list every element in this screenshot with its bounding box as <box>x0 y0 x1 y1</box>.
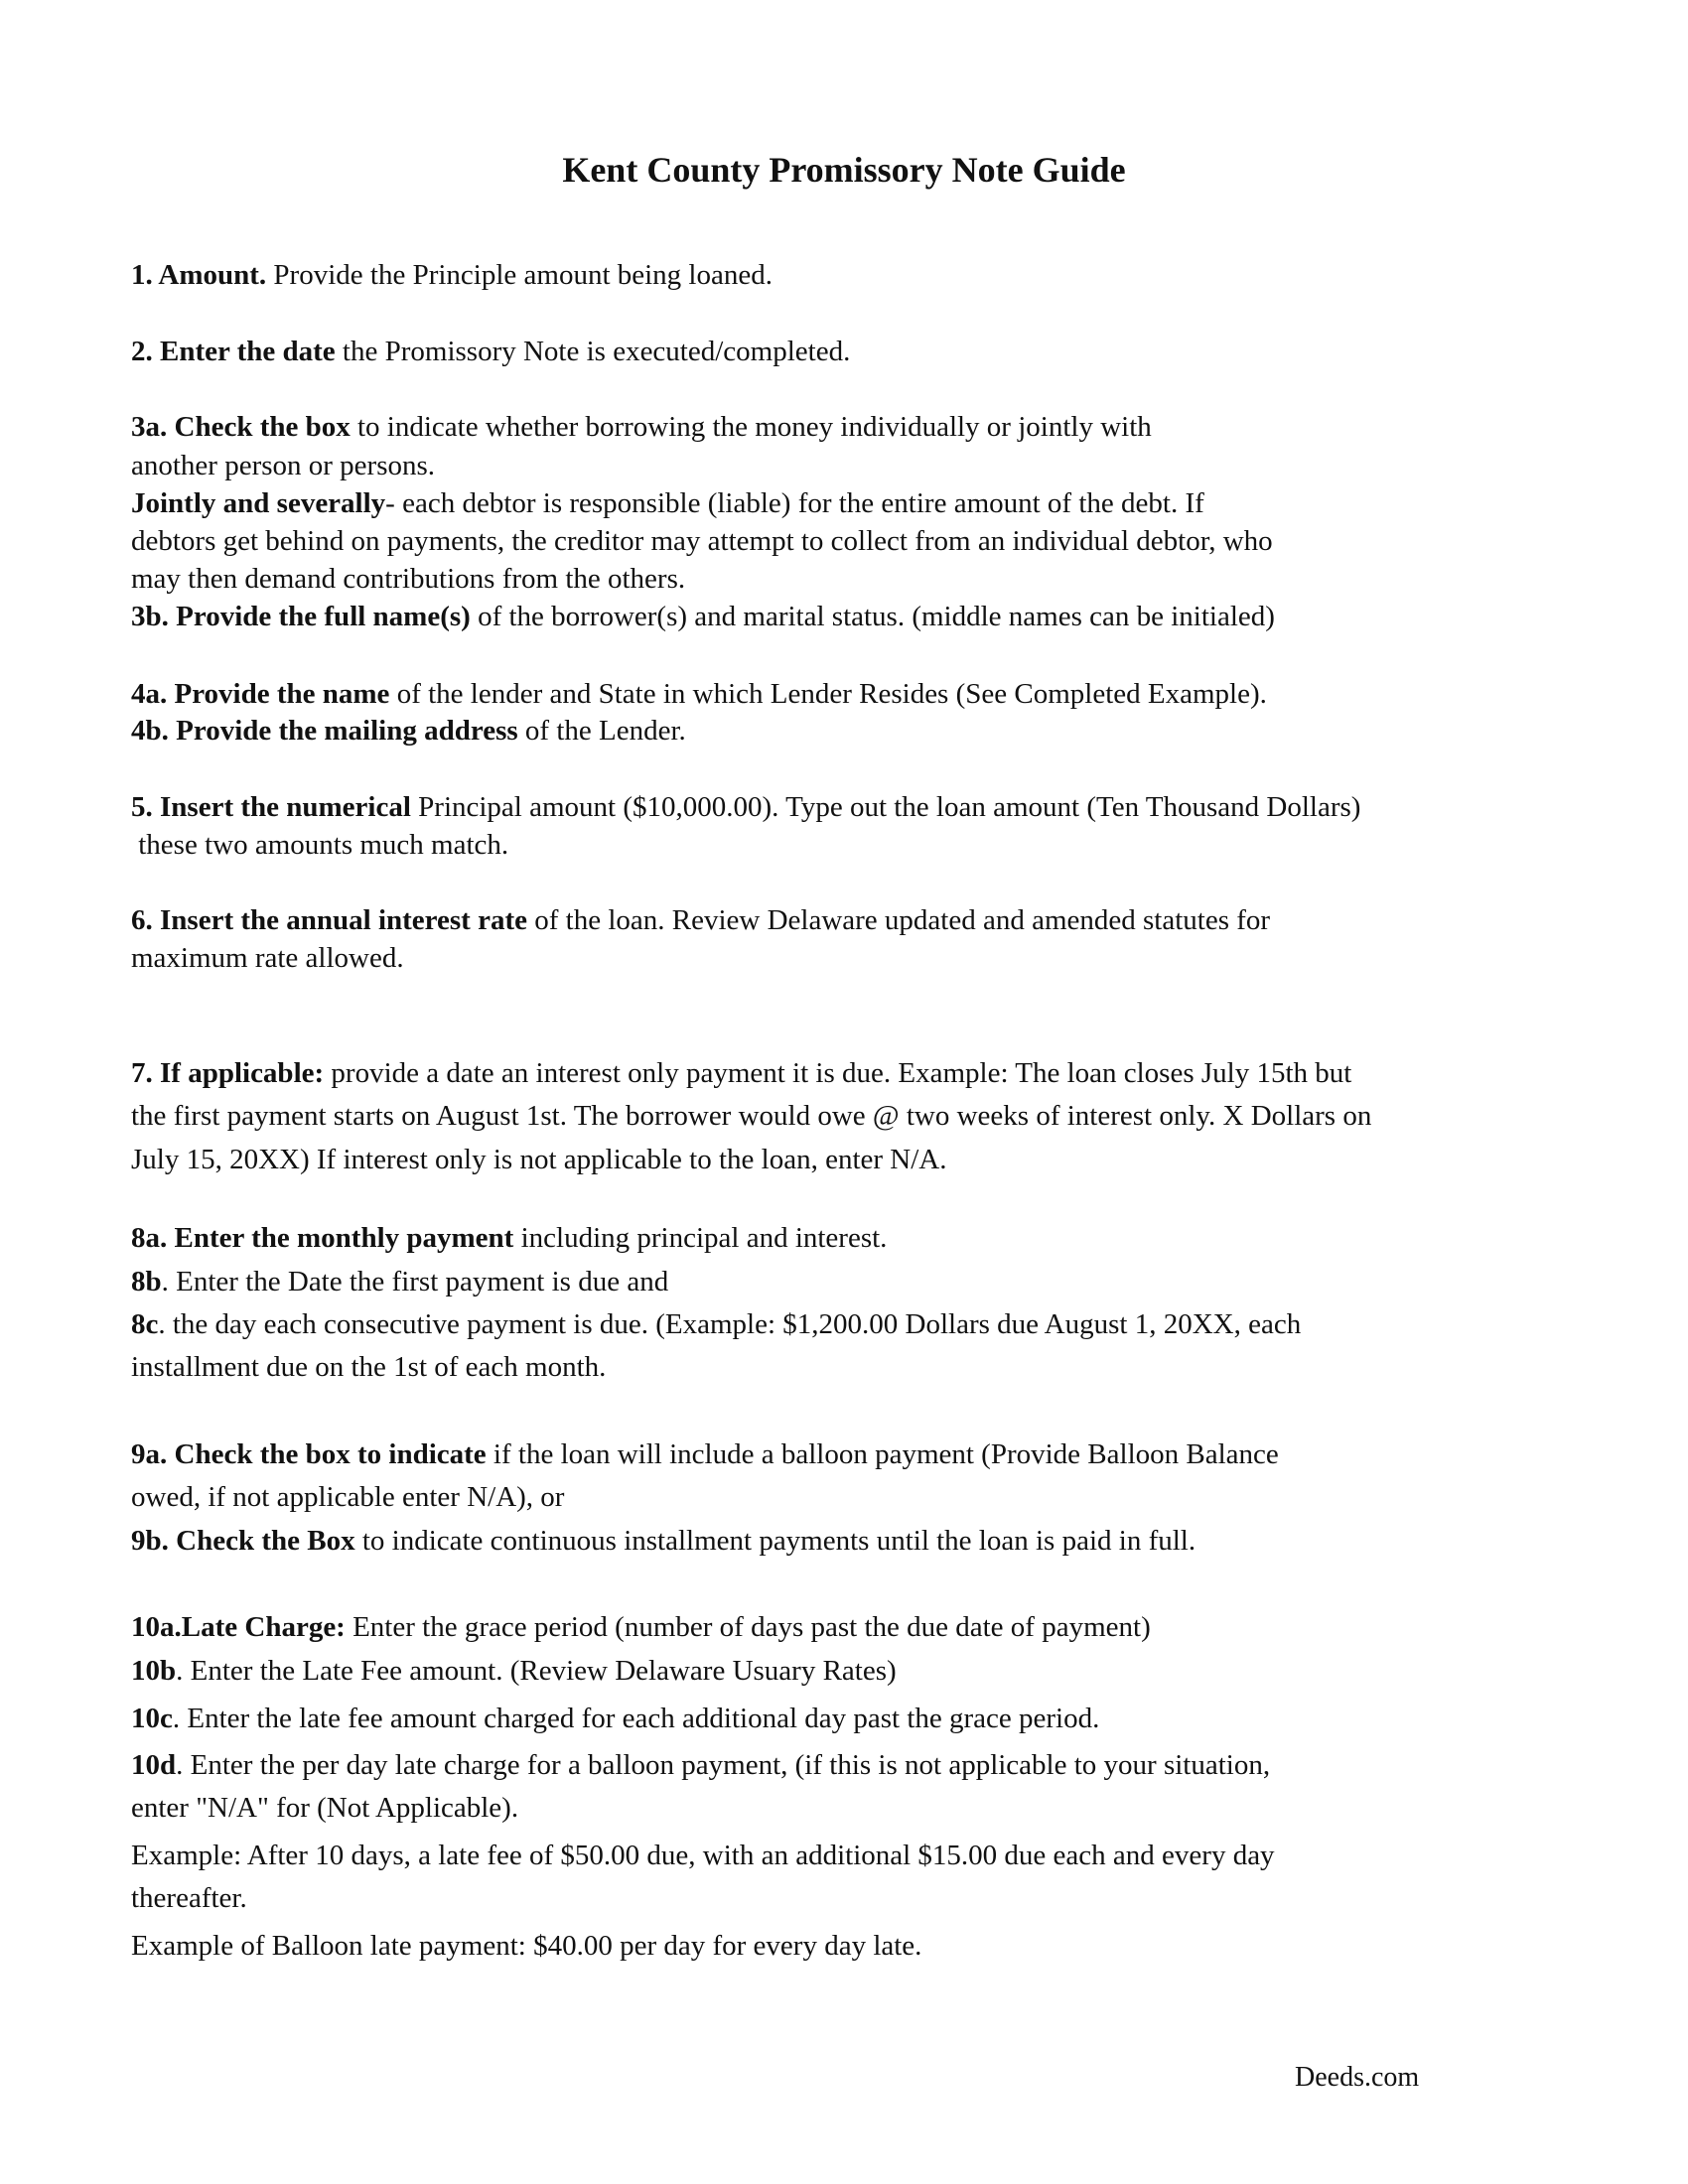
item-label: 8c <box>131 1308 159 1340</box>
item-10d <box>131 1751 1270 1780</box>
item-jointly-cont: debtors get behind on payments, the creditor may attempt to collect from an individual debtor, who <box>131 525 1273 557</box>
item-text: of the loan. Review Delaware updated and amended statutes for <box>526 904 1271 936</box>
item-text: of the borrower(s) and marital status. (middle names can be initialed) <box>470 601 1275 632</box>
item-text: . the day each consecutive payment is due. (Example: $1,200.00 Dollars due August 1, 20XX, each <box>158 1308 1302 1340</box>
item-label: 3a. Check the box <box>131 411 351 443</box>
item-text: Provide the Principle amount being loaned. <box>266 259 773 291</box>
item-3a <box>131 413 1152 442</box>
item-label: Jointly and severally <box>131 487 386 519</box>
item-9a <box>131 1440 1279 1469</box>
item-10a <box>131 1613 1151 1642</box>
item-10d-cont: enter "N/A" for (Not Applicable). <box>131 1792 519 1824</box>
item-3a-cont: another person or persons. <box>131 450 436 481</box>
example-late-fee-cont: thereafter. <box>131 1882 247 1914</box>
item-8c <box>131 1310 1301 1339</box>
item-text: of the lender and State in which Lender Resides (See Completed Example). <box>389 678 1267 710</box>
item-10c <box>131 1705 1099 1733</box>
item-text: . Enter the Date the first payment is due and <box>161 1266 669 1297</box>
item-text: - each debtor is responsible (liable) for the entire amount of the debt. If <box>385 487 1204 519</box>
item-label: 10c <box>131 1703 173 1734</box>
item-text: including principal and interest. <box>513 1222 888 1254</box>
item-3b <box>131 603 1275 631</box>
example-balloon: Example of Balloon late payment: $40.00 per day for every day late. <box>131 1930 922 1962</box>
item-1 <box>131 261 773 290</box>
item-label: 2. Enter the date <box>131 336 336 367</box>
example-late-fee: Example: After 10 days, a late fee of $50.00 due, with an additional $15.00 due each and every day <box>131 1840 1275 1871</box>
footer-brand: Deeds.com <box>1295 2062 1420 2093</box>
item-label: 5. Insert the numerical <box>131 791 411 823</box>
item-6 <box>131 906 1270 935</box>
item-text: of the Lender. <box>517 715 686 747</box>
item-9a-cont: owed, if not applicable enter N/A), or <box>131 1481 565 1513</box>
item-text: to indicate continuous installment payments until the loan is paid in full. <box>354 1525 1196 1557</box>
item-text: . Enter the Late Fee amount. (Review Delaware Usuary Rates) <box>176 1655 897 1687</box>
item-label: 10b <box>131 1655 177 1687</box>
item-8c-cont: installment due on the 1st of each month. <box>131 1351 607 1383</box>
item-4a <box>131 680 1267 709</box>
item-5 <box>131 793 1360 822</box>
item-label: 9a. Check the box to indicate <box>131 1438 487 1470</box>
item-6-cont: maximum rate allowed. <box>131 942 404 974</box>
item-7-cont2: July 15, 20XX) If interest only is not applicable to the loan, enter N/A. <box>131 1144 947 1175</box>
item-label: 10d <box>131 1749 177 1781</box>
item-4b <box>131 717 686 746</box>
item-jointly-cont2: may then demand contributions from the others. <box>131 563 686 595</box>
item-text: . Enter the per day late charge for a balloon payment, (if this is not applicable to your situation, <box>176 1749 1271 1781</box>
item-label: 4a. Provide the name <box>131 678 390 710</box>
item-text: Principal amount ($10,000.00). Type out the loan amount (Ten Thousand Dollars) <box>410 791 1361 823</box>
item-7-cont: the first payment starts on August 1st. The borrower would owe @ two weeks of interest only. X Dollars on <box>131 1100 1372 1132</box>
item-label: 8a. Enter the monthly payment <box>131 1222 514 1254</box>
item-text: the Promissory Note is executed/completed. <box>335 336 851 367</box>
item-label: 9b. Check the Box <box>131 1525 355 1557</box>
item-text: to indicate whether borrowing the money individually or jointly with <box>350 411 1152 443</box>
item-label: 3b. Provide the full name(s) <box>131 601 471 632</box>
item-label: 10a.Late Charge: <box>131 1611 346 1643</box>
item-text: provide a date an interest only payment it is due. Example: The loan closes July 15th but <box>324 1057 1352 1089</box>
item-5-cont: these two amounts much match. <box>131 829 509 861</box>
item-label: 8b <box>131 1266 162 1297</box>
item-2 <box>131 338 850 366</box>
item-8b <box>131 1268 668 1297</box>
item-7 <box>131 1059 1351 1088</box>
item-label: 7. If applicable: <box>131 1057 325 1089</box>
item-label: 1. Amount. <box>131 259 267 291</box>
item-label: 6. Insert the annual interest rate <box>131 904 527 936</box>
item-jointly <box>131 489 1204 518</box>
item-text: if the loan will include a balloon payment (Provide Balloon Balance <box>486 1438 1279 1470</box>
page-title: Kent County Promissory Note Guide <box>562 150 1126 190</box>
item-text: . Enter the late fee amount charged for each additional day past the grace period. <box>172 1703 1100 1734</box>
item-10b <box>131 1657 897 1686</box>
item-8a <box>131 1224 887 1253</box>
item-label: 4b. Provide the mailing address <box>131 715 518 747</box>
item-9b <box>131 1527 1196 1556</box>
item-text: Enter the grace period (number of days past the due date of payment) <box>345 1611 1151 1643</box>
